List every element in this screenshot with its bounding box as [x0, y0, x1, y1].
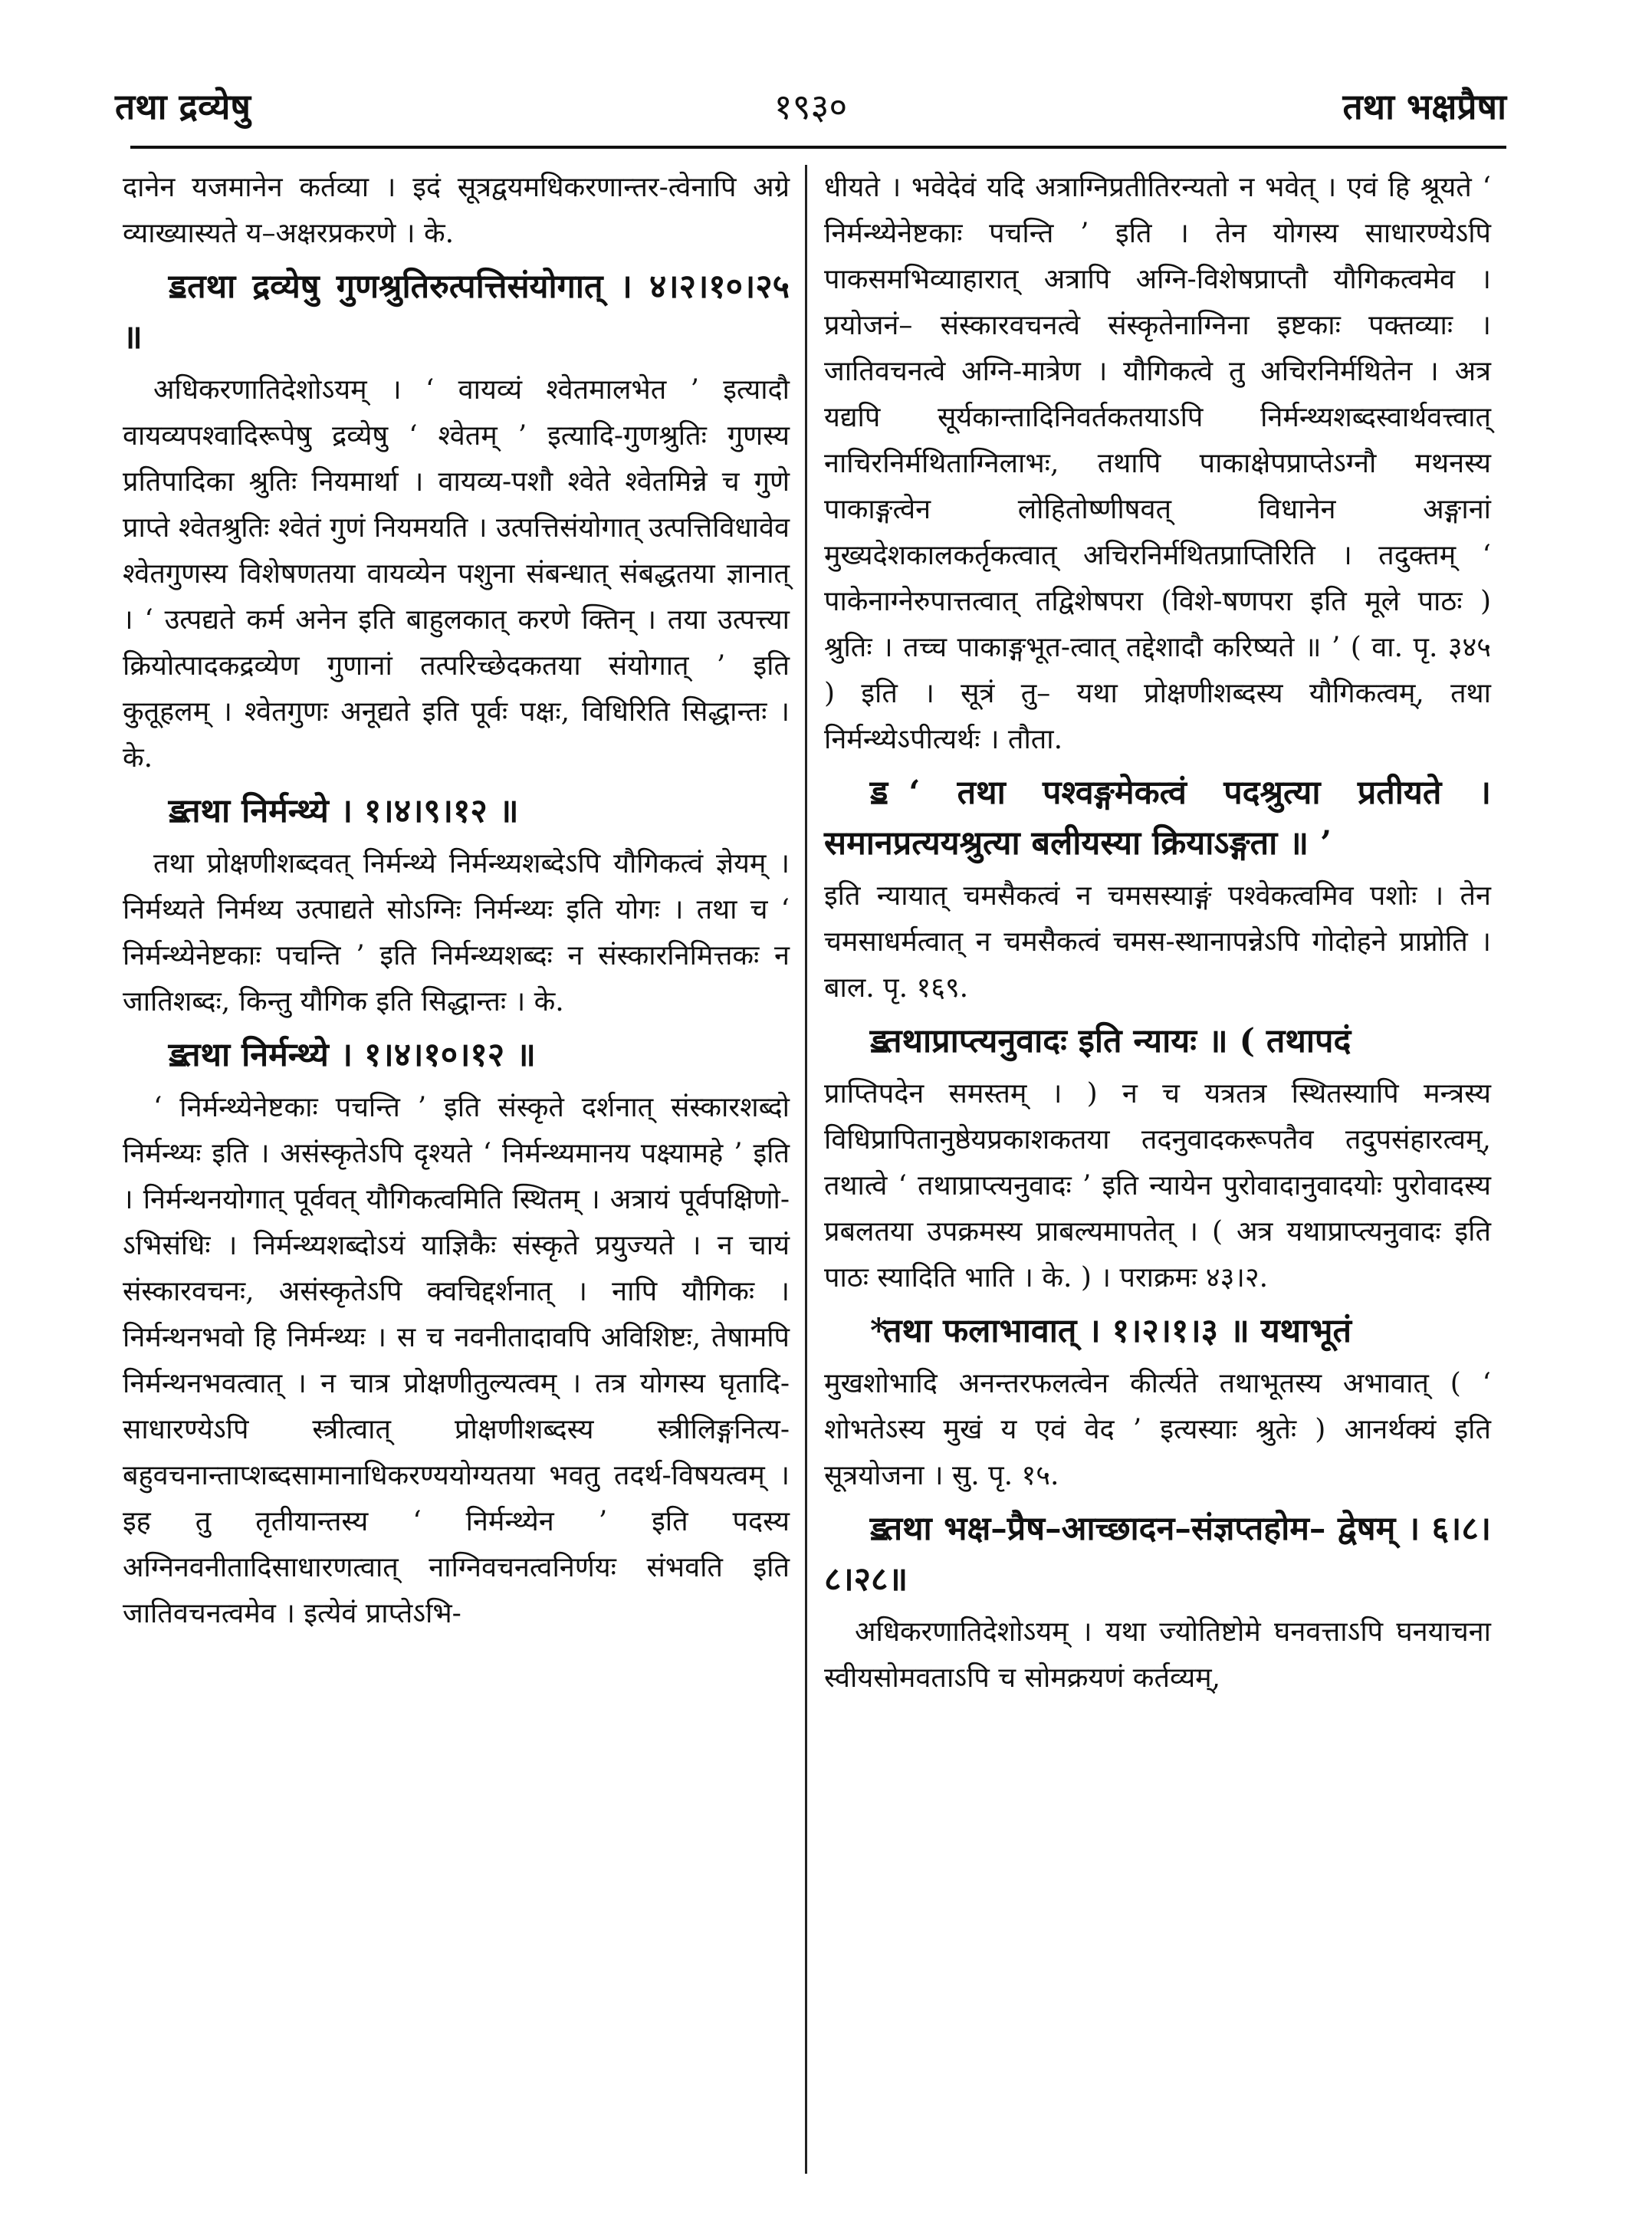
commentary-paragraph: अधिकरणातिदेशोऽयम् । यथा ज्योतिष्टोमे घनवत्ताऽपि घनयाचना स्वीयसोमवताऽपि च सोमक्रयणं कर्तव्यम्,	[824, 1616, 1491, 1694]
sutra-marker-icon: ॾ	[870, 1022, 888, 1060]
sutra-marker-icon: ॾ	[169, 792, 187, 830]
sutra-heading	[824, 1016, 1491, 1067]
commentary-paragraph: तथा प्रोक्षणीशब्दवत् निर्मन्थ्ये निर्मन्थ्यशब्देऽपि यौगिकत्वं ज्ञेयम् । निर्मथ्यते निर्मथ्य उत्पाद्यते सोऽग्निः निर्मन्थ्यः इति योगः । तथा च ‘ निर्मन्थ्येनेष्टकाः पचन्ति ’ इति निर्मन्थ्यशब्दः न संस्कारनिमित्तकः न जातिशब्दः, किन्तु यौगिक इति सिद्धान्तः । के.	[123, 848, 790, 1017]
sutra-text: तथा निर्मन्थ्ये । १।४।९।१२ ॥	[181, 792, 519, 830]
right-column	[824, 165, 1491, 1706]
column-divider	[805, 165, 807, 2174]
sutra-heading	[824, 1504, 1491, 1605]
sutra-text: तथा द्रव्येषु गुणश्रुतिरुत्पत्तिसंयोगात् । ४।२।१०।२५ ॥	[123, 268, 790, 357]
commentary-paragraph: दानेन यजमानेन कर्तव्या । इदं सूत्रद्वयमधिकरणान्तर-त्वेनापि अग्रे व्याख्यास्यते य–अक्षरप्रकरणे । के.	[123, 172, 790, 249]
sutra-heading	[824, 1306, 1491, 1356]
sutra-heading	[123, 1030, 790, 1080]
commentary-paragraph: अधिकरणातिदेशोऽयम् । ‘ वायव्यं श्वेतमालभेत ’ इत्यादौ वायव्यपश्वादिरूपेषु द्रव्येषु ‘ श्वेतम् ’ इत्यादि-गुणश्रुतिः गुणस्य प्रतिपादिका श्रुतिः नियमार्था । वायव्य-पशौ श्वेते श्वेतमिन्ने च गुणे प्राप्ते श्वेतश्रुतिः श्वेतं गुणं नियमयति । उत्पत्तिसंयोगात् उत्पत्तिविधावेव श्वेतगुणस्य विशेषणतया वायव्येन पशुना संबन्धात् संबद्धतया ज्ञानात् । ‘ उत्पद्यते कर्म अनेन इति बाहुलकात् करणे क्तिन् । तया उत्पत्त्या क्रियोत्पादकद्रव्येण गुणानां तत्परिच्छेदकतया संयोगात् ’ इति कुतूहलम् । श्वेतगुणः अनूद्यते इति पूर्वः पक्षः, विधिरिति सिद्धान्तः । के.	[123, 374, 790, 774]
sutra-marker-icon: ॾ	[169, 1036, 187, 1074]
left-column	[123, 165, 790, 1642]
sutra-text: तथाप्राप्त्यनुवादः इति न्यायः ॥ ( तथापदं	[882, 1022, 1351, 1060]
commentary-paragraph: इति न्यायात् चमसैकत्वं न चमसस्याङ्गं पश्वेकत्वमिव पशोः । तेन चमसाधर्मत्वात् न चमसैकत्वं चमस-स्थानापन्नेऽपि गोदोहने प्राप्नोति । बाल. पृ. १६९.	[824, 880, 1491, 1004]
commentary-paragraph: मुखशोभादि अनन्तरफलत्वेन कीर्त्यते तथाभूतस्य अभावात् ( ‘ शोभतेऽस्य मुखं य एवं वेद ’ इत्यस्याः श्रुतेः ) आनर्थक्यं इति सूत्रयोजना । सु. पृ. १५.	[824, 1368, 1491, 1491]
commentary-paragraph: ‘ निर्मन्थ्येनेष्टकाः पचन्ति ’ इति संस्कृते दर्शनात् संस्कारशब्दो निर्मन्थ्यः इति । असंस्कृतेऽपि दृश्यते ‘ निर्मन्थ्यमानय पक्ष्यामहे ’ इति । निर्मन्थनयोगात् पूर्ववत् यौगिकत्वमिति स्थितम् । अत्रायं पूर्वपक्षिणो-ऽभिसंधिः । निर्मन्थ्यशब्दोऽयं याज्ञिकैः संस्कृते प्रयुज्यते । न चायं संस्कारवचनः, असंस्कृतेऽपि क्वचिद्दर्शनात् । नापि यौगिकः । निर्मन्थनभवो हि निर्मन्थ्यः । स च नवनीतादावपि अविशिष्टः, तेषामपि निर्मन्थनभवत्वात् । न चात्र प्रोक्षणीतुल्यत्वम् । तत्र योगस्य घृतादि-साधारण्येऽपि स्त्रीत्वात् प्रोक्षणीशब्दस्य स्त्रीलिङ्गनित्य-बहुवचनान्ताप्शब्दसामानाधिकरण्ययोग्यतया भवतु तदर्थ-विषयत्वम् । इह तु तृतीयान्तस्य ‘ निर्मन्थ्येन ’ इति पदस्य अग्निनवनीतादिसाधारणत्वात् नाग्निवचनत्वनिर्णयः संभवति इति जातिवचनत्वमेव । इत्येवं प्राप्तेऽभि-	[123, 1092, 790, 1629]
commentary-paragraph: प्राप्तिपदेन समस्तम् । ) न च यत्रतत्र स्थितस्यापि मन्त्रस्य विधिप्रापितानुष्ठेयप्रकाशकतया तदनुवादकरूपतैव तदुपसंहारत्वम्, तथात्वे ‘ तथाप्राप्त्यनुवादः ’ इति न्यायेन पुरोवादानुवादयोः पुरोवादस्य प्रबलतया उपक्रमस्य प्राबल्यमापतेत् । ( अत्र यथाप्राप्त्यनुवादः इति पाठः स्यादिति भाति । के. ) । पराक्रमः ४३।२.	[824, 1078, 1491, 1294]
sutra-text: तथा फलाभावात् । १।२।१।३ ॥ यथाभूतं	[882, 1312, 1352, 1350]
page-number: १९३०	[773, 85, 848, 127]
commentary-paragraph: धीयते । भवेदेवं यदि अत्राग्निप्रतीतिरन्यतो न भवेत् । एवं हि श्रूयते ‘ निर्मन्थ्येनेष्टकाः पचन्ति ’ इति । तेन योगस्य साधारण्येऽपि पाकसमभिव्याहारात् अत्रापि अग्नि-विशेषप्राप्तौ यौगिकत्वमेव । प्रयोजनं– संस्कारवचनत्वे संस्कृतेनाग्निना इष्टकाः पक्तव्याः । जातिवचनत्वे अग्नि-मात्रेण । यौगिकत्वे तु अचिरनिर्मथितेन । अत्र यद्यपि सूर्यकान्तादिनिवर्तकतयाऽपि निर्मन्थ्यशब्दस्वार्थवत्त्वात् नाचिरनिर्मथिताग्निलाभः, तथापि पाकाक्षेपप्राप्तेऽग्नौ मथनस्य पाकाङ्गत्वेन लोहितोष्णीषवत् विधानेन अङ्गानां मुख्यदेशकालकर्तृकत्वात् अचिरनिर्मथितप्राप्तिरिति । तदुक्तम् ‘ पाकेनाग्नेरुपात्तत्वात् तद्विशेषपरा (विशे-षणपरा इति मूले पाठः ) श्रुतिः । तच्च पाकाङ्गभूत-त्वात् तद्देशादौ करिष्यते ॥ ’ ( वा. पृ. ३४५ ) इति । सूत्रं तु– यथा प्रोक्षणीशब्दस्य यौगिकत्वम्, तथा निर्मन्थ्येऽपीत्यर्थः । तौता.	[824, 172, 1491, 755]
sutra-marker-icon: ॾ	[870, 774, 888, 812]
sutra-text: तथा भक्ष–प्रैष–आच्छादन–संज्ञप्तहोम– द्वेषम् । ६।८।८।२८॥	[824, 1510, 1491, 1599]
header-left-catchword: तथा द्रव्येषु	[115, 85, 251, 127]
header-rule	[130, 146, 1506, 149]
sutra-marker-icon: ॾ	[169, 268, 187, 306]
sutra-heading	[824, 768, 1491, 869]
sutra-heading	[123, 786, 790, 837]
sutra-text: ‘ तथा पश्वङ्गमेकत्वं पदश्रुत्या प्रतीयते । समानप्रत्ययश्रुत्या बलीयस्या क्रियाऽङ्गता ॥ ’	[824, 774, 1491, 863]
header-right-catchword: तथा भक्षप्रैषा	[1342, 85, 1506, 127]
running-header	[115, 73, 1506, 138]
sutra-heading	[123, 261, 790, 363]
sutra-text: तथा निर्मन्थ्ये । १।४।१०।१२ ॥	[181, 1036, 536, 1074]
sutra-marker-icon: ॾ	[870, 1510, 888, 1548]
sutra-marker-icon: *	[870, 1312, 888, 1350]
